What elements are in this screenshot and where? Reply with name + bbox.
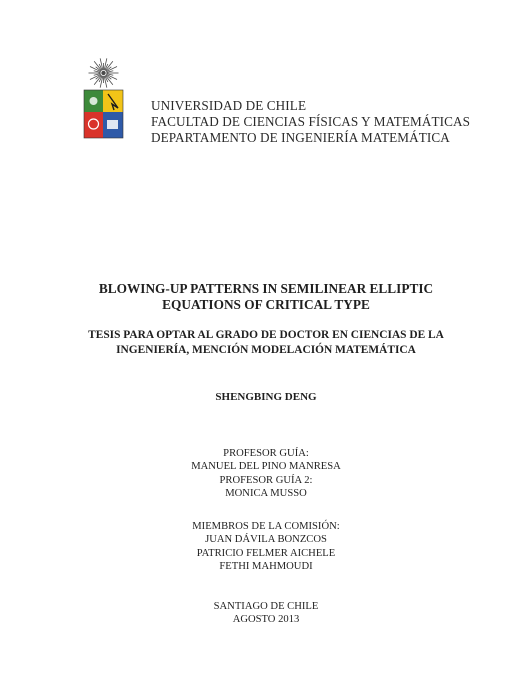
city: SANTIAGO DE CHILE (213, 601, 319, 612)
degree-statement-line-2: INGENIERÍA, MENCIÓN MODELACIÓN MATEMÁTICA (116, 344, 416, 356)
author-name-text: SHENGBING DENG (215, 391, 317, 403)
advisor-label-2: PROFESOR GUÍA 2: (219, 474, 313, 486)
committee-label: MIEMBROS DE LA COMISIÓN: (192, 521, 340, 532)
university-seal-logo (79, 56, 128, 149)
university-name: UNIVERSIDAD DE CHILE (151, 98, 307, 113)
shield-quadrant-red (84, 112, 103, 138)
advisor-label-1: PROFESOR GUÍA: (223, 448, 309, 459)
university-header (151, 98, 470, 146)
advisor-name-1: MANUEL DEL PINO MANRESA (191, 461, 341, 473)
place-and-date (0, 600, 532, 627)
star-center (101, 71, 105, 75)
advisors-block (0, 447, 532, 501)
degree-statement-line-1: TESIS PARA OPTAR AL GRADO DE DOCTOR EN CIENCIAS DE LA (88, 329, 444, 341)
thesis-title-line-1: BLOWING-UP PATTERNS IN SEMILINEAR ELLIPTIC (98, 281, 434, 296)
thesis-title-line-2: EQUATIONS OF CRITICAL TYPE (162, 297, 370, 312)
emblem-book (107, 120, 118, 129)
author-name (0, 390, 532, 404)
faculty-name: FACULTAD DE CIENCIAS FÍSICAS Y MATEMÁTICAS (151, 114, 471, 129)
seal-icon (79, 56, 128, 149)
advisor-name-2: MONICA MUSSO (225, 488, 307, 500)
committee-block (0, 520, 532, 574)
degree-statement (0, 328, 532, 358)
department-name: DEPARTAMENTO DE INGENIERÍA MATEMÁTICA (151, 130, 450, 145)
committee-member: PATRICIO FELMER AICHELE (196, 547, 336, 559)
committee-member: FETHI MAHMOUDI (219, 561, 313, 573)
committee-member: JUAN DÁVILA BONZCOS (205, 534, 327, 546)
date: AGOSTO 2013 (232, 614, 300, 626)
emblem-owl (90, 97, 98, 105)
shield-base (84, 138, 123, 147)
thesis-title (0, 281, 532, 313)
